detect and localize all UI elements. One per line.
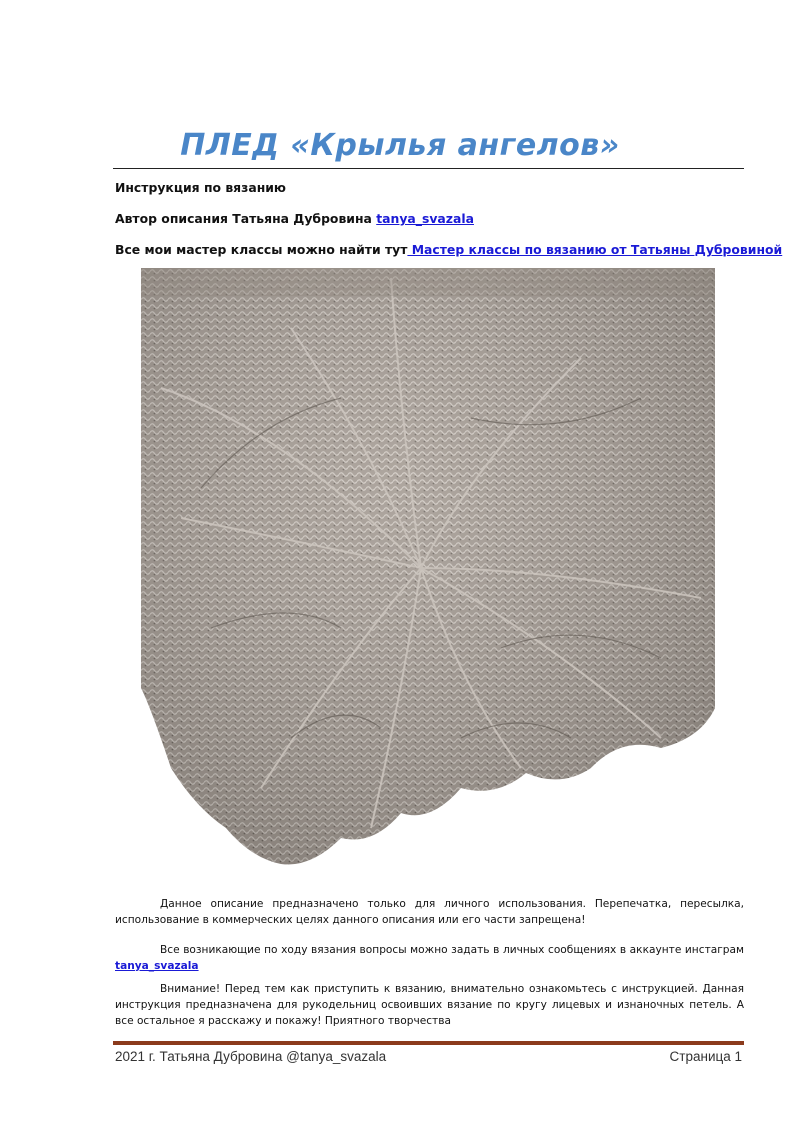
footer-divider [113,1041,744,1045]
document-title: ПЛЕД «Крылья ангелов» [180,128,620,163]
usage-notice-text: Данное описание предназначено только для личного использования. Перепечатка, пересылка, использование в коммерческих целях данного описания или его части запрещена! [115,898,744,926]
author-prefix: Автор описания Татьяна Дубровина [115,211,377,226]
attention-notice-text: Внимание! Перед тем как приступить к вязанию, внимательно ознакомьтесь с инструкцией. Данная инструкция предназначена для рукодельниц освоивших вязание по кругу лицевых и изнаночных петель. А все остальное я расскажу и покажу! Приятного творчества [115,983,744,1027]
questions-notice [115,942,744,974]
knitted-blanket-photo [141,268,715,882]
instagram-link[interactable]: tanya_svazala [115,960,199,972]
usage-notice [115,896,744,928]
page-number: Страница 1 [669,1049,742,1064]
master-classes-link[interactable]: Мастер классы по вязанию от Татьяны Дубровиной [407,242,783,257]
subtitle: Инструкция по вязанию [115,180,286,195]
classes-line [115,242,782,257]
author-instagram-link[interactable]: tanya_svazala [376,211,474,226]
classes-prefix: Все мои мастер классы можно найти тут [115,242,408,257]
questions-notice-text: Все возникающие по ходу вязания вопросы можно задать в личных сообщениях в аккаунте инстаграм [160,944,744,956]
attention-notice [115,981,744,1029]
author-line [115,211,474,226]
footer-author: 2021 г. Татьяна Дубровина @tanya_svazala [115,1049,387,1064]
title-divider [113,168,744,169]
